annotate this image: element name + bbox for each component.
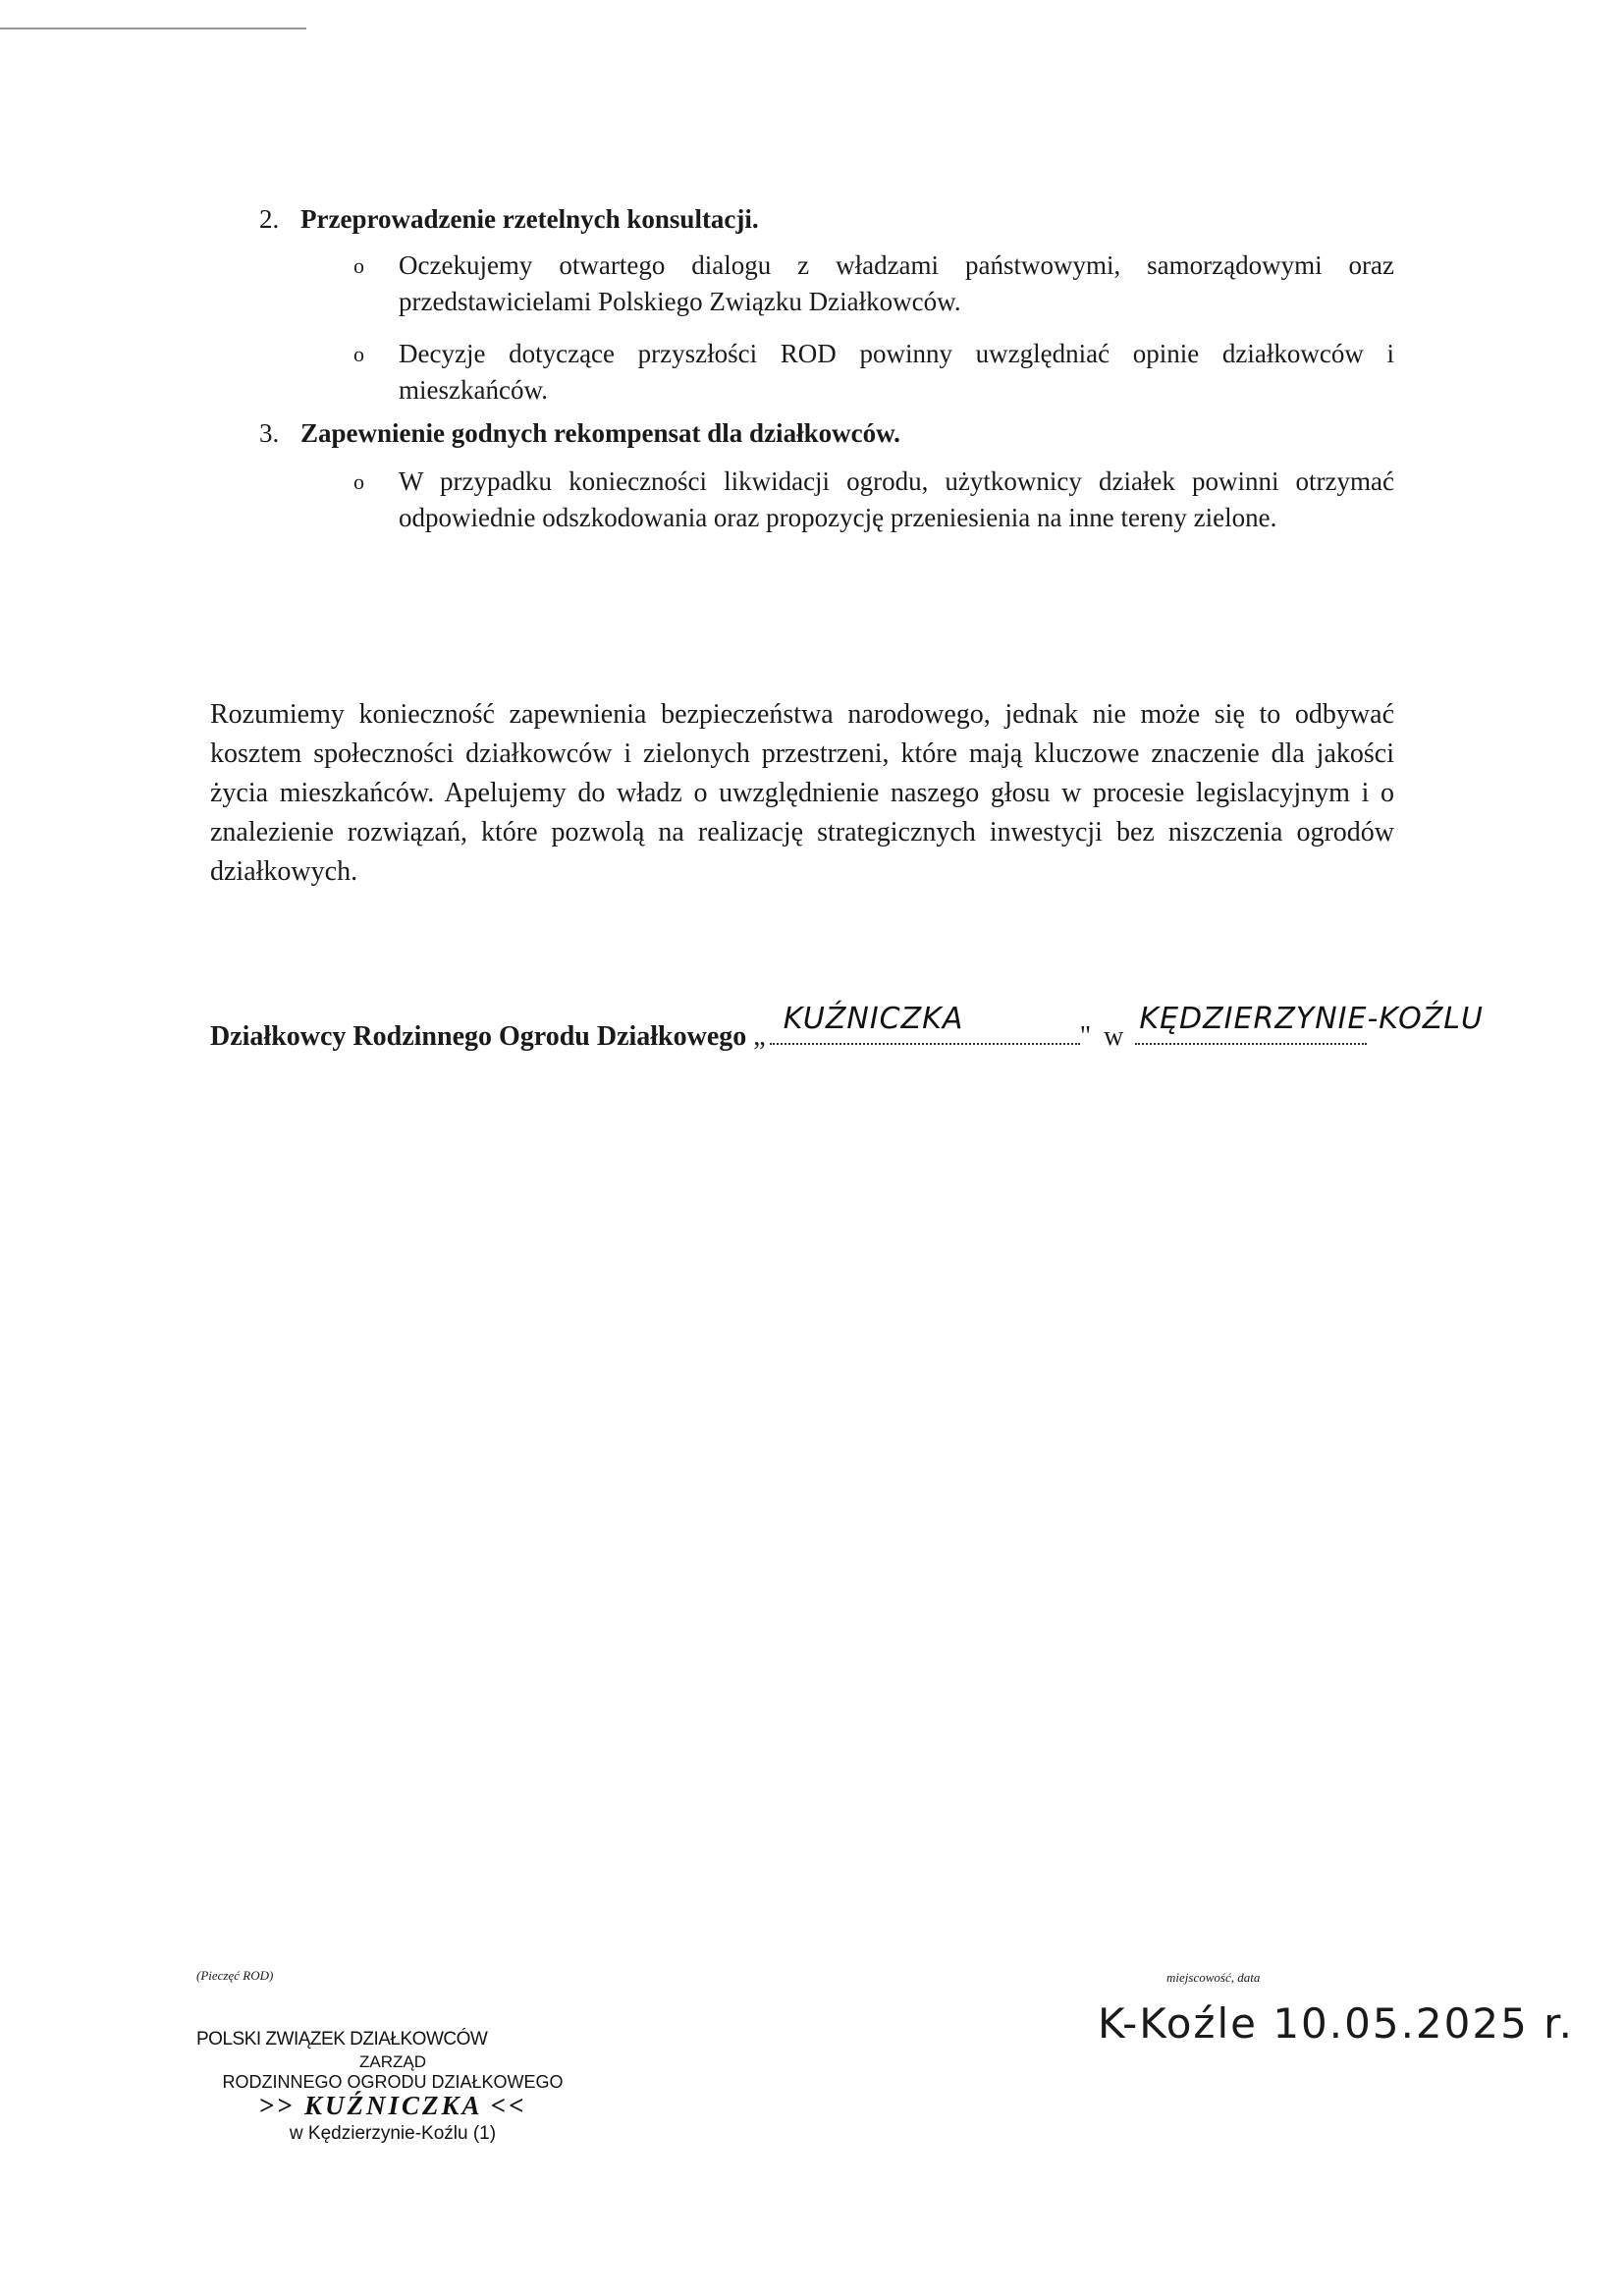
closing-paragraph: Rozumiemy konieczność zapewnienia bezpieczeństwa narodowego, jednak nie może się to odbywać kosztem społeczności działkowców i zielonych przestrzeni, które mają kluczowe znaczenie dla jakości życia mieszkańców. Apelujemy do władz o uwzględnienie naszego głosu w procesie legislacyjnym i o znalezienie rozwiązań, które pozwolą na realizację strategicznych inwestycji bez niszczenia ogrodów działkowych. <box>210 699 1394 887</box>
garden-name-handwriting: KUŹNICZKA <box>783 1002 964 1036</box>
signature-line <box>210 1002 1545 1057</box>
town-field <box>1135 1002 1484 1045</box>
garden-name-field <box>770 1002 1080 1045</box>
signature-label: Działkowcy Rodzinnego Ogrodu Działkowego <box>210 1021 747 1052</box>
section-title: Zapewnienie godnych rekompensat dla działkowców. <box>300 418 900 448</box>
bullet-item <box>353 336 1394 409</box>
bullet-marker: o <box>353 253 364 278</box>
place-date-caption: miejscowość, data <box>1166 1970 1261 1985</box>
section-3-heading <box>259 416 900 450</box>
bullet-marker: o <box>353 342 364 366</box>
connector-word: w <box>1104 1021 1124 1052</box>
stamp-line-2: ZARZĄD <box>359 2052 426 2071</box>
bullet-text: W przypadku konieczności likwidacji ogrodu, użytkownicy działek powinni otrzymać odpowiednie odszkodowania oraz propozycję przeniesienia na inne tereny zielone. <box>399 466 1394 532</box>
section-number: 3. <box>259 418 280 448</box>
place-date-handwriting: K-Koźle 10.05.2025 r. <box>1098 1999 1574 2048</box>
bullet-marker: o <box>353 469 364 494</box>
rod-stamp <box>196 2029 589 2145</box>
stamp-line-3: RODZINNEGO OGRODU DZIAŁKOWEGO <box>222 2072 564 2092</box>
section-title: Przeprowadzenie rzetelnych konsultacji. <box>300 204 759 234</box>
bullet-item <box>353 464 1394 536</box>
town-handwriting: KĘDZIERZYNIE-KOŹLU <box>1139 1002 1484 1036</box>
stamp-caption: (Pieczęć ROD) <box>196 1968 274 1983</box>
section-number: 2. <box>259 204 280 234</box>
close-quote: " <box>1079 1021 1092 1052</box>
bullet-text: Oczekujemy otwartego dialogu z władzami państwowymi, samorządowymi oraz przedstawicielami Polskiego Związku Działkowców. <box>399 250 1394 316</box>
scan-edge-line <box>0 27 306 29</box>
stamp-line-1: POLSKI ZWIĄZEK DZIAŁKOWCÓW <box>196 2029 488 2050</box>
stamp-line-4: >> KUŹNICZKA << <box>258 2091 527 2120</box>
stamp-line-5: w Kędzierzynie-Koźlu (1) <box>289 2123 497 2144</box>
bullet-text: Decyzje dotyczące przyszłości ROD powinny uwzględniać opinie działkowców i mieszkańców. <box>399 339 1394 405</box>
bullet-item <box>353 247 1394 320</box>
open-quote: „ <box>753 1021 766 1052</box>
section-2-heading <box>259 202 759 236</box>
